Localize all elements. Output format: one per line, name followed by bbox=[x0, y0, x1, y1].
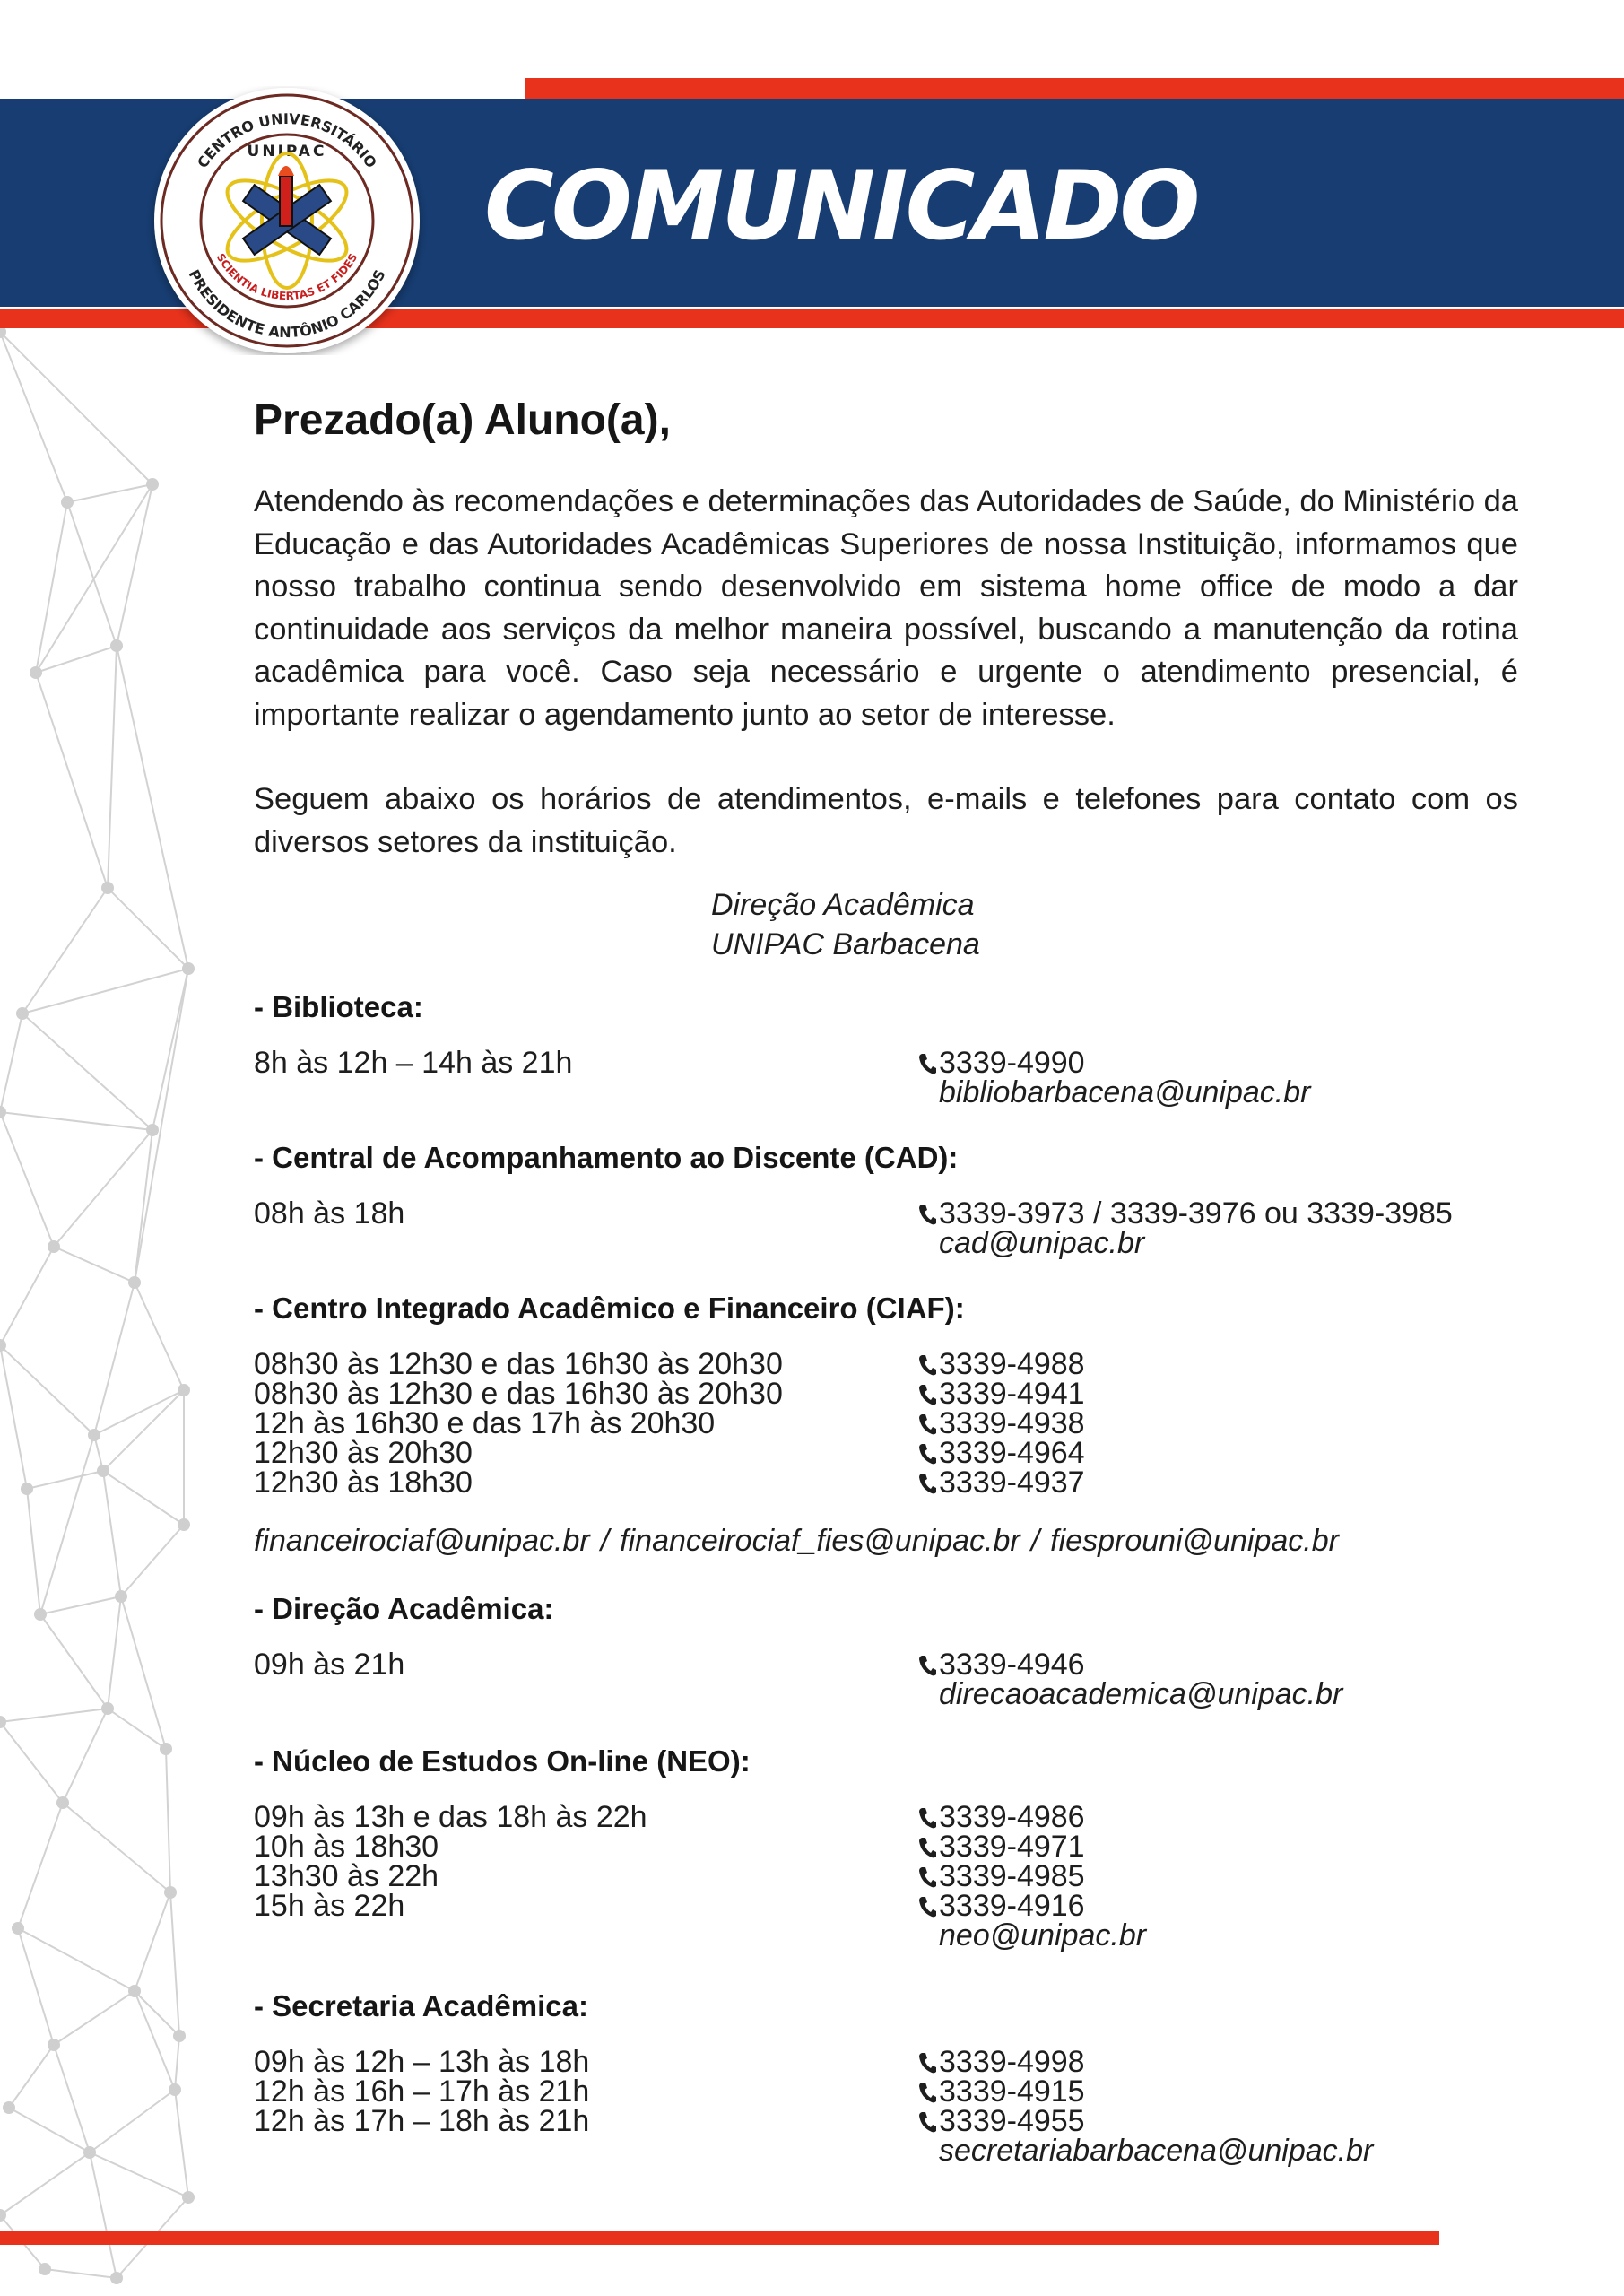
opening-hours: 09h às 21h bbox=[254, 1648, 405, 1682]
unipac-logo bbox=[143, 86, 430, 355]
opening-hours: 12h às 16h – 17h às 21h bbox=[254, 2074, 590, 2109]
phone-number-text: 3339-4971 bbox=[939, 1830, 1085, 1864]
sector-contacts bbox=[917, 1196, 1518, 1260]
phone-number bbox=[917, 1406, 1518, 1440]
sector-heading: - Centro Integrado Acadêmico e Financeiro (CIAF): bbox=[254, 1292, 965, 1325]
svg-text:PRESIDENTE ANTÔNIO CARLOS: PRESIDENTE ANTÔNIO CARLOS bbox=[185, 266, 389, 342]
letter-content bbox=[254, 395, 1518, 2166]
phone-number-text: 3339-4985 bbox=[939, 1859, 1085, 1893]
opening-hours: 09h às 12h – 13h às 18h bbox=[254, 2045, 590, 2079]
signature-department: Direção Acadêmica bbox=[711, 888, 975, 922]
sector-hours bbox=[254, 1196, 917, 1258]
sector-contacts bbox=[917, 1800, 1518, 1952]
phone-icon bbox=[917, 1441, 937, 1465]
email-separator: / bbox=[1030, 1524, 1040, 1558]
sector-contacts bbox=[917, 2045, 1518, 2168]
phone-number bbox=[917, 1196, 1518, 1231]
opening-hours: 12h às 16h30 e das 17h às 20h30 bbox=[254, 1406, 716, 1440]
sector-hours bbox=[254, 1048, 917, 1108]
opening-hours: 08h30 às 12h30 e das 16h30 às 20h30 bbox=[254, 1377, 783, 1411]
footer-red-line bbox=[0, 2231, 1439, 2245]
phone-number-text: 3339-4916 bbox=[939, 1889, 1085, 1923]
phone-number bbox=[917, 1465, 1518, 1500]
phone-number-text: 3339-4937 bbox=[939, 1465, 1085, 1500]
phone-icon bbox=[917, 1653, 937, 1676]
phone-icon bbox=[917, 1805, 937, 1829]
sector-details bbox=[254, 2045, 1518, 2168]
opening-hours: 13h30 às 22h bbox=[254, 1859, 439, 1893]
phone-number bbox=[917, 1832, 1518, 1862]
phone-icon bbox=[917, 1471, 937, 1494]
opening-hours: 10h às 18h30 bbox=[254, 1830, 439, 1864]
sector-contacts-list bbox=[254, 989, 1518, 2166]
phone-number bbox=[917, 1800, 1518, 1834]
sector-contacts bbox=[917, 1650, 1518, 1709]
email-link[interactable]: bibliobarbacena@unipac.br bbox=[939, 1075, 1311, 1109]
sector-heading: - Biblioteca: bbox=[254, 990, 423, 1023]
opening-hours: 08h às 18h bbox=[254, 1196, 405, 1231]
opening-hours: 12h às 17h – 18h às 21h bbox=[254, 2104, 590, 2138]
opening-hours: 12h30 às 20h30 bbox=[254, 1436, 473, 1470]
phone-number bbox=[917, 1650, 1518, 1680]
phone-number-text: 3339-4990 bbox=[939, 1046, 1085, 1080]
email-link[interactable]: neo@unipac.br bbox=[939, 1918, 1147, 1952]
sector-section bbox=[254, 1140, 1518, 1258]
phone-number bbox=[917, 1379, 1518, 1409]
phone-icon bbox=[917, 1412, 937, 1435]
phone-number-text: 3339-4986 bbox=[939, 1800, 1085, 1834]
sector-section bbox=[254, 1291, 1518, 1559]
phone-number bbox=[917, 1889, 1518, 1923]
phone-number-text: 3339-4988 bbox=[939, 1347, 1085, 1381]
sector-section bbox=[254, 989, 1518, 1108]
sector-details bbox=[254, 1048, 1518, 1108]
email-link[interactable]: financeirociaf@unipac.br bbox=[254, 1524, 590, 1558]
phone-icon bbox=[917, 1865, 937, 1888]
signature bbox=[711, 885, 1518, 964]
sector-contacts bbox=[917, 1048, 1518, 1108]
page-title: COMUNICADO bbox=[484, 151, 1198, 261]
phone-icon bbox=[917, 2109, 937, 2133]
email-link[interactable]: fiesprouni@unipac.br bbox=[1050, 1524, 1339, 1558]
signature-campus: UNIPAC Barbacena bbox=[711, 927, 980, 961]
sector-section bbox=[254, 1591, 1518, 1709]
svg-text:CENTRO UNIVERSITÁRIO: CENTRO UNIVERSITÁRIO bbox=[194, 109, 380, 171]
phone-number bbox=[917, 2074, 1518, 2109]
sector-hours bbox=[254, 2045, 917, 2166]
phone-number bbox=[917, 1436, 1518, 1470]
greeting: Prezado(a) Aluno(a), bbox=[254, 396, 671, 444]
phone-number bbox=[917, 1859, 1518, 1893]
phone-icon bbox=[917, 1051, 937, 1074]
phone-number bbox=[917, 1347, 1518, 1381]
svg-text:SCIENTIA LIBERTAS ET FIDES: SCIENTIA LIBERTAS ET FIDES bbox=[213, 251, 360, 303]
svg-text:UNIPAC: UNIPAC bbox=[247, 143, 327, 161]
contacts-intro-paragraph: Seguem abaixo os horários de atendimentos, e-mails e telefones para contato com os diversos setores da instituição. bbox=[254, 782, 1518, 859]
phone-icon bbox=[917, 1202, 937, 1225]
sector-details bbox=[254, 1650, 1518, 1709]
email-link[interactable]: direcaoacademica@unipac.br bbox=[939, 1677, 1343, 1711]
email-link[interactable]: cad@unipac.br bbox=[939, 1226, 1145, 1260]
sector-hours bbox=[254, 1650, 917, 1709]
sector-heading: - Central de Acompanhamento ao Discente (CAD): bbox=[254, 1141, 959, 1174]
sector-section bbox=[254, 1744, 1518, 1951]
sector-contacts bbox=[917, 1347, 1518, 1500]
phone-number-text: 3339-4941 bbox=[939, 1377, 1085, 1411]
opening-hours: 8h às 12h – 14h às 21h bbox=[254, 1046, 573, 1080]
phone-number-text: 3339-4946 bbox=[939, 1648, 1085, 1682]
intro-paragraph: Atendendo às recomendações e determinações das Autoridades de Saúde, do Ministério da Educação e das Autoridades Acadêmicas Superiores de nossa Instituição, informamos que nosso trabalho continua sendo desenvolvido em sistema home office de modo a dar continuidade aos serviços da melhor maneira possível, buscando a manutenção da rotina acadêmica para você. Caso seja necessário e urgente o atendimento presencial, é importante realizar o agendamento junto ao setor de interesse. bbox=[254, 484, 1518, 732]
phone-icon bbox=[917, 1835, 937, 1858]
phone-number-text: 3339-3973 / 3339-3976 ou 3339-3985 bbox=[939, 1196, 1453, 1231]
opening-hours: 12h30 às 18h30 bbox=[254, 1465, 473, 1500]
phone-number bbox=[917, 1048, 1518, 1078]
sector-details bbox=[254, 1196, 1518, 1260]
opening-hours: 08h30 às 12h30 e das 16h30 às 20h30 bbox=[254, 1347, 783, 1381]
sector-section bbox=[254, 1988, 1518, 2166]
phone-number bbox=[917, 2045, 1518, 2079]
sector-heading: - Núcleo de Estudos On-line (NEO): bbox=[254, 1744, 751, 1778]
phone-number-text: 3339-4955 bbox=[939, 2104, 1085, 2138]
phone-icon bbox=[917, 2080, 937, 2103]
phone-icon bbox=[917, 1894, 937, 1918]
email-link[interactable]: financeirociaf_fies@unipac.br bbox=[620, 1524, 1020, 1558]
phone-icon bbox=[917, 1352, 937, 1376]
phone-number-text: 3339-4964 bbox=[939, 1436, 1085, 1470]
sector-details bbox=[254, 1347, 1518, 1500]
phone-number bbox=[917, 2104, 1518, 2138]
sector-details bbox=[254, 1800, 1518, 1952]
email-row bbox=[254, 1523, 1518, 1559]
sector-hours bbox=[254, 1800, 917, 1951]
phone-number-text: 3339-4938 bbox=[939, 1406, 1085, 1440]
phone-number-text: 3339-4915 bbox=[939, 2074, 1085, 2109]
email-link[interactable]: secretariabarbacena@unipac.br bbox=[939, 2134, 1374, 2168]
sector-hours bbox=[254, 1347, 917, 1500]
phone-icon bbox=[917, 1382, 937, 1405]
opening-hours: 09h às 13h e das 18h às 22h bbox=[254, 1800, 647, 1834]
sector-heading: - Secretaria Acadêmica: bbox=[254, 1989, 588, 2022]
opening-hours: 15h às 22h bbox=[254, 1889, 405, 1923]
email-separator: / bbox=[600, 1524, 610, 1558]
phone-number-text: 3339-4998 bbox=[939, 2045, 1085, 2079]
sector-heading: - Direção Acadêmica: bbox=[254, 1592, 554, 1625]
phone-icon bbox=[917, 2050, 937, 2074]
